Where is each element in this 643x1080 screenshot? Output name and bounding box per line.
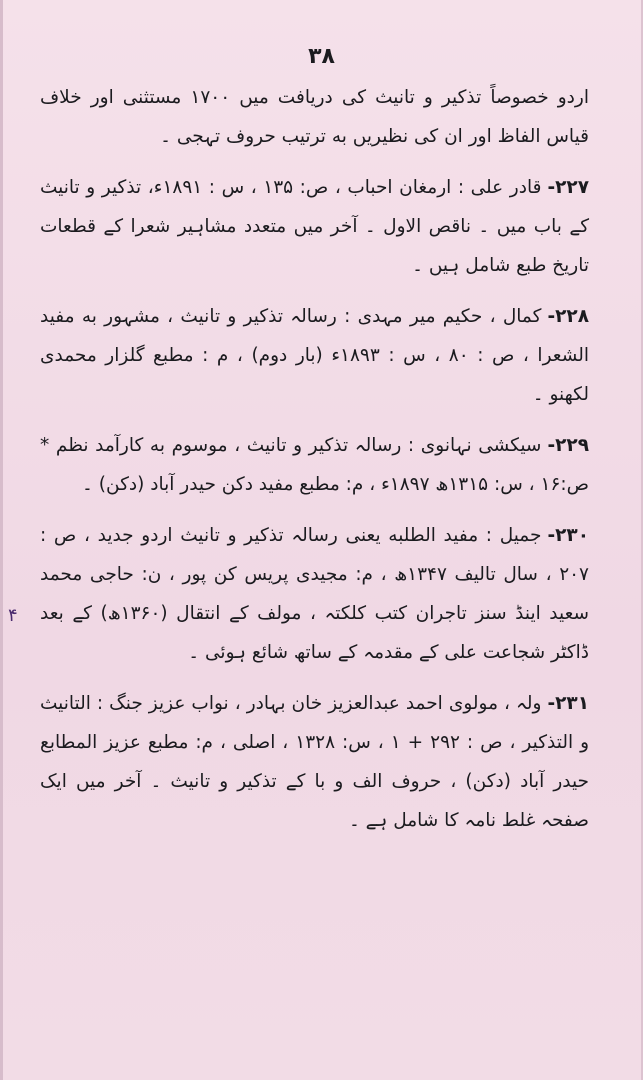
intro-paragraph: اردو خصوصاً تذکیر و تانیث کی دریافت میں ۱۷۰۰ مستثنی اور خلاف قیاس الفاظ اور ان کی نظیریں به ترتیب حروف تہجی ۔ [40, 87, 589, 147]
entry-text: جمیل : مفید الطلبه یعنی رسالہ تذکیر و تانیث اردو جدید ، ص : ۲۰۷ ، سال تالیف ۱۳۴۷ھ ، م: مجیدی پریس کن پور ، ن: حاجی محمد سعید اینڈ سنز تاجران کتب کلکتہ ، مولف کے انتقال (۱۳۶۰ھ) کے بعد ڈاکٹر شجاعت علی کے مقدمہ کے ساتھ شائع ہوئی ۔ [40, 525, 590, 663]
entry-number: ۲۲۹- [547, 435, 589, 456]
entry-230 [40, 516, 589, 672]
entry-227 [40, 168, 589, 285]
entry-number: ۲۳۰- [547, 525, 589, 546]
margin-mark: ۴ [8, 605, 18, 626]
entry-228 [40, 297, 589, 414]
page-number: ۳۸ [308, 44, 335, 69]
entry-229 [40, 426, 589, 504]
entry-number: ۲۳۱- [547, 693, 589, 714]
page-edge-left [0, 0, 3, 1080]
entry-text: سیکشی نہانوی : رسالہ تذکیر و تانیث ، موسوم به کارآمد نظم * ص:۱۶ ، س: ۱۳۱۵ھ ۱۸۹۷ء ، م: مطبع مفید دکن حیدر آباد (دکن) ۔ [40, 435, 589, 495]
page-content [40, 78, 589, 852]
entry-text: قادر علی : ارمغان احباب ، ص: ۱۳۵ ، س : ۱۸۹۱ء، تذکیر و تانیث کے باب میں ۔ ناقص الاول ۔ آخر میں متعدد مشاہیر شعرا کے قطعات تاریخ طبع شامل ہیں ۔ [40, 177, 589, 276]
entry-number: ۲۲۷- [547, 177, 589, 198]
entry-text: ولہ ، مولوی احمد عبدالعزیز خان بہادر ، نواب عزیز جنگ : التانیث و التذکیر ، ص : ۲۹۲ + ۱ ، س: ۱۳۲۸ ، اصلی ، م: مطبع عزیز المطابع حیدر آباد (دکن) ، حروف الف و با کے تذکیر و تانیث ۔ آخر میں ایک صفحہ غلط نامہ کا شامل ہے ۔ [40, 693, 590, 831]
entry-number: ۲۲۸- [547, 306, 589, 327]
entry-231 [40, 684, 589, 840]
entry-text: کمال ، حکیم میر مہدی : رسالہ تذکیر و تانیث ، مشہور به مفید الشعرا ، ص : ۸۰ ، س : ۱۸۹۳ء (بار دوم) ، م : مطبع گلزار محمدی لکھنو ۔ [40, 306, 589, 405]
